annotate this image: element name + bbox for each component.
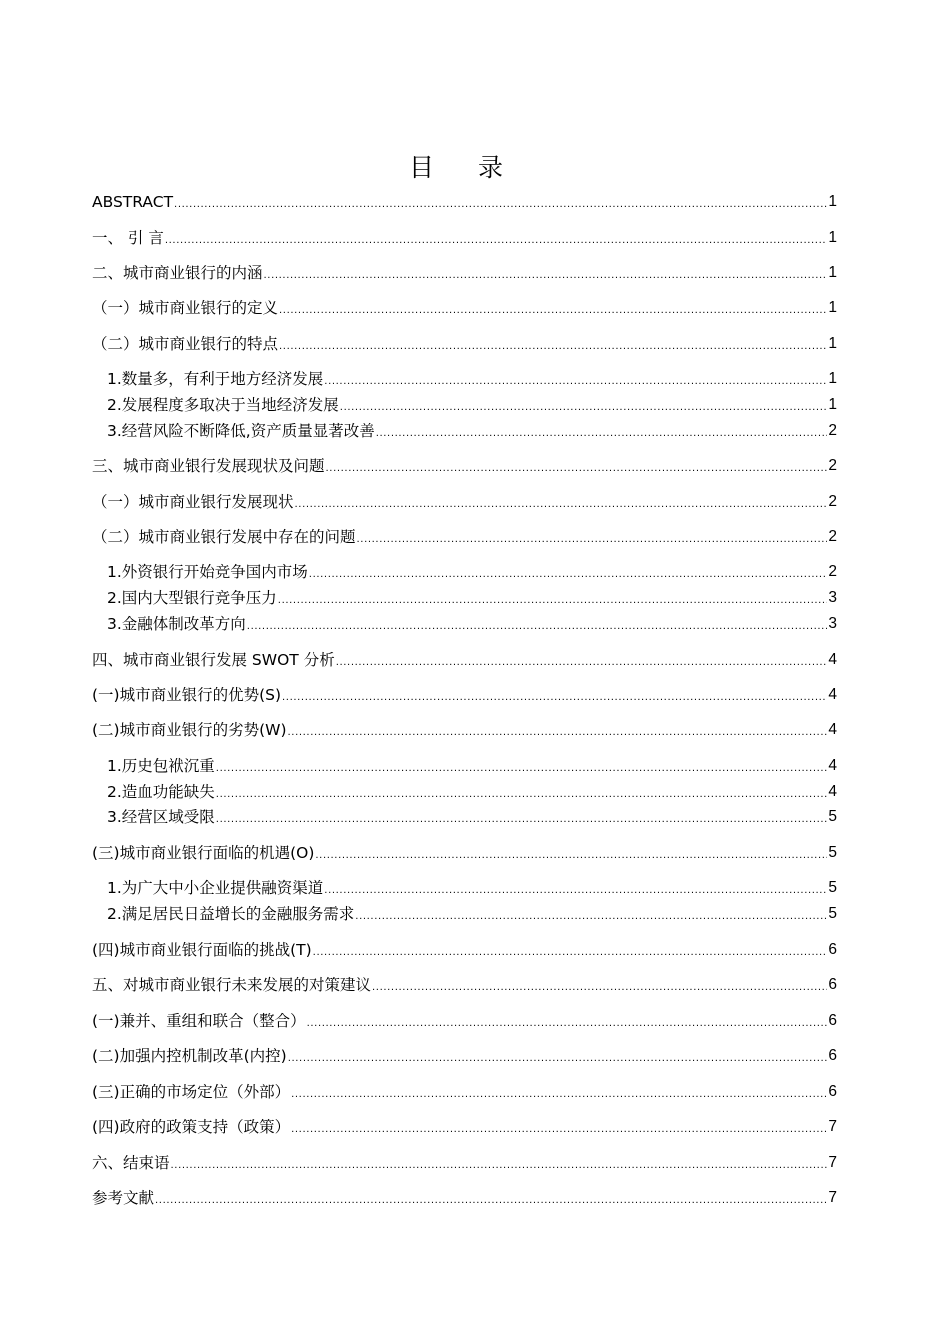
toc-entry-page: 6	[828, 976, 837, 993]
dot-leader	[288, 726, 828, 740]
dot-leader	[155, 1194, 827, 1208]
toc-entry-page: 4	[828, 783, 837, 800]
toc-entry[interactable]	[107, 367, 837, 389]
toc-entry-label: 3.金融体制改革方向	[107, 615, 246, 633]
toc-entry-page: 7	[828, 1189, 837, 1206]
toc-entry-page: 5	[828, 808, 837, 825]
dot-leader	[324, 375, 827, 389]
toc-entry-page: 3	[828, 589, 837, 606]
toc-entry-page: 4	[828, 686, 837, 703]
dot-leader	[307, 1017, 828, 1031]
toc-entry-label: 五、对城市商业银行未来发展的对策建议	[92, 976, 372, 994]
toc-entry-page: 1	[828, 396, 837, 413]
toc-entry-label: （一）城市商业银行发展现状	[92, 493, 294, 511]
toc-entry-label: 1.数量多，有利于地方经济发展	[107, 370, 324, 388]
toc-entry-page: 2	[828, 493, 837, 510]
toc-entry[interactable]	[92, 648, 837, 670]
toc-entry-page: 3	[828, 615, 837, 632]
dot-leader	[279, 340, 827, 354]
dot-leader	[278, 594, 828, 608]
dot-leader	[291, 1088, 827, 1102]
toc-entry-page: 5	[828, 879, 837, 896]
toc-entry-page: 5	[828, 844, 837, 861]
toc-entry[interactable]	[92, 1186, 837, 1208]
toc-entry[interactable]	[92, 841, 837, 863]
dot-leader	[309, 568, 828, 582]
toc-entry-label: (四)政府的政策支持（政策）	[92, 1118, 291, 1136]
dot-leader	[291, 1123, 827, 1137]
toc-entry-label: 2.发展程度多取决于当地经济发展	[107, 396, 339, 414]
toc-entry[interactable]	[92, 1115, 837, 1137]
dot-leader	[315, 849, 827, 863]
toc-entry[interactable]	[92, 718, 837, 740]
toc-entry-page: 7	[828, 1154, 837, 1171]
dot-leader	[216, 762, 828, 776]
toc-entry[interactable]	[107, 876, 837, 898]
toc-entry-label: 2.造血功能缺失	[107, 783, 215, 801]
dot-leader	[171, 1159, 828, 1173]
toc-entry[interactable]	[107, 586, 837, 608]
dot-leader	[372, 981, 827, 995]
toc-entry-page: 7	[828, 1118, 837, 1135]
toc-entry-page: 1	[828, 370, 837, 387]
toc-entry-page: 4	[828, 651, 837, 668]
toc-entry-label: 二、城市商业银行的内涵	[92, 264, 263, 282]
toc-entry-label: (一)城市商业银行的优势(S)	[92, 686, 282, 704]
toc-entry[interactable]	[107, 780, 837, 802]
toc-entry-page: 6	[828, 1083, 837, 1100]
toc-entry[interactable]	[92, 525, 837, 547]
toc-entry[interactable]	[92, 1151, 837, 1173]
dot-leader	[324, 884, 827, 898]
dot-leader	[264, 269, 828, 283]
toc-entry[interactable]	[92, 973, 837, 995]
toc-entry-page: 6	[828, 1012, 837, 1029]
toc-entry-label: 三、城市商业银行发展现状及问题	[92, 457, 325, 475]
dot-leader	[216, 813, 828, 827]
toc-entry-page: 2	[828, 422, 837, 439]
toc-entry-page: 1	[828, 299, 837, 316]
toc-entry-label: (一)兼并、重组和联合（整合）	[92, 1012, 306, 1030]
toc-entry[interactable]	[107, 419, 837, 441]
toc-entry-page: 2	[828, 457, 837, 474]
dot-leader	[326, 462, 828, 476]
toc-entry-label: 2.满足居民日益增长的金融服务需求	[107, 905, 355, 923]
dot-leader	[247, 620, 828, 634]
toc-title: 目 录	[409, 153, 521, 182]
toc-entry[interactable]	[92, 683, 837, 705]
toc-entry-label: 四、城市商业银行发展 SWOT 分析	[92, 651, 335, 669]
toc-entry-page: 4	[828, 721, 837, 738]
toc-entry[interactable]	[92, 332, 837, 354]
toc-entry[interactable]	[107, 560, 837, 582]
dot-leader	[357, 533, 828, 547]
toc-entry[interactable]	[92, 1044, 837, 1066]
toc-entry-label: ABSTRACT	[92, 193, 174, 211]
toc-entry-label: 一、 引 言	[92, 229, 164, 247]
toc-entry-page: 2	[828, 563, 837, 580]
toc-entry[interactable]	[92, 226, 837, 248]
toc-entry-label: (三)城市商业银行面临的机遇(O)	[92, 844, 315, 862]
toc-entry-label: (二)加强内控机制改革(内控)	[92, 1047, 287, 1065]
dot-leader	[295, 498, 828, 512]
toc-entry-page: 6	[828, 941, 837, 958]
toc-entry[interactable]	[92, 296, 837, 318]
dot-leader	[355, 910, 827, 924]
toc-entry[interactable]	[92, 190, 837, 212]
toc-entry[interactable]	[107, 902, 837, 924]
toc-entry-label: （一）城市商业银行的定义	[92, 299, 279, 317]
toc-entry-label: 3.经营风险不断降低,资产质量显著改善	[107, 422, 375, 440]
toc-entry-page: 5	[828, 905, 837, 922]
dot-leader	[174, 198, 827, 212]
toc-entry-page: 1	[828, 335, 837, 352]
toc-entry-label: 3.经营区域受限	[107, 808, 215, 826]
toc-entry-page: 4	[828, 757, 837, 774]
toc-entry-label: （二）城市商业银行发展中存在的问题	[92, 528, 356, 546]
dot-leader	[282, 691, 827, 705]
toc-entry-page: 1	[828, 193, 837, 210]
toc-entry-label: 1.为广大中小企业提供融资渠道	[107, 879, 324, 897]
toc-entry[interactable]	[92, 1009, 837, 1031]
dot-leader	[288, 1052, 828, 1066]
toc-entry[interactable]	[92, 1080, 837, 1102]
toc-entry[interactable]	[107, 805, 837, 827]
toc-entry[interactable]	[92, 490, 837, 512]
toc-entry[interactable]	[107, 612, 837, 634]
dot-leader	[216, 788, 828, 802]
toc-entry[interactable]	[107, 393, 837, 415]
toc-entry-label: （二）城市商业银行的特点	[92, 335, 279, 353]
toc-entry-label: 1.历史包袱沉重	[107, 757, 215, 775]
dot-leader	[336, 656, 828, 670]
toc-entry-label: (三)正确的市场定位（外部）	[92, 1083, 291, 1101]
toc-entry-label: 六、结束语	[92, 1154, 170, 1172]
dot-leader	[279, 304, 827, 318]
toc-entry-page: 2	[828, 528, 837, 545]
toc-entry-label: 2.国内大型银行竞争压力	[107, 589, 277, 607]
toc-entry[interactable]	[92, 938, 837, 960]
toc-entry-label: (四)城市商业银行面临的挑战(T)	[92, 941, 312, 959]
dot-leader	[376, 427, 828, 441]
dot-leader	[313, 946, 828, 960]
toc-entry-label: (二)城市商业银行的劣势(W)	[92, 721, 287, 739]
dot-leader	[165, 234, 828, 248]
toc-entry[interactable]	[107, 754, 837, 776]
dot-leader	[340, 401, 828, 415]
toc-entry-page: 1	[828, 264, 837, 281]
toc-entry-label: 1.外资银行开始竞争国内市场	[107, 563, 308, 581]
toc-entry[interactable]	[92, 454, 837, 476]
toc-entry-page: 6	[828, 1047, 837, 1064]
toc-entry-page: 1	[828, 229, 837, 246]
toc-entry[interactable]	[92, 261, 837, 283]
toc-entry-label: 参考文献	[92, 1189, 155, 1207]
